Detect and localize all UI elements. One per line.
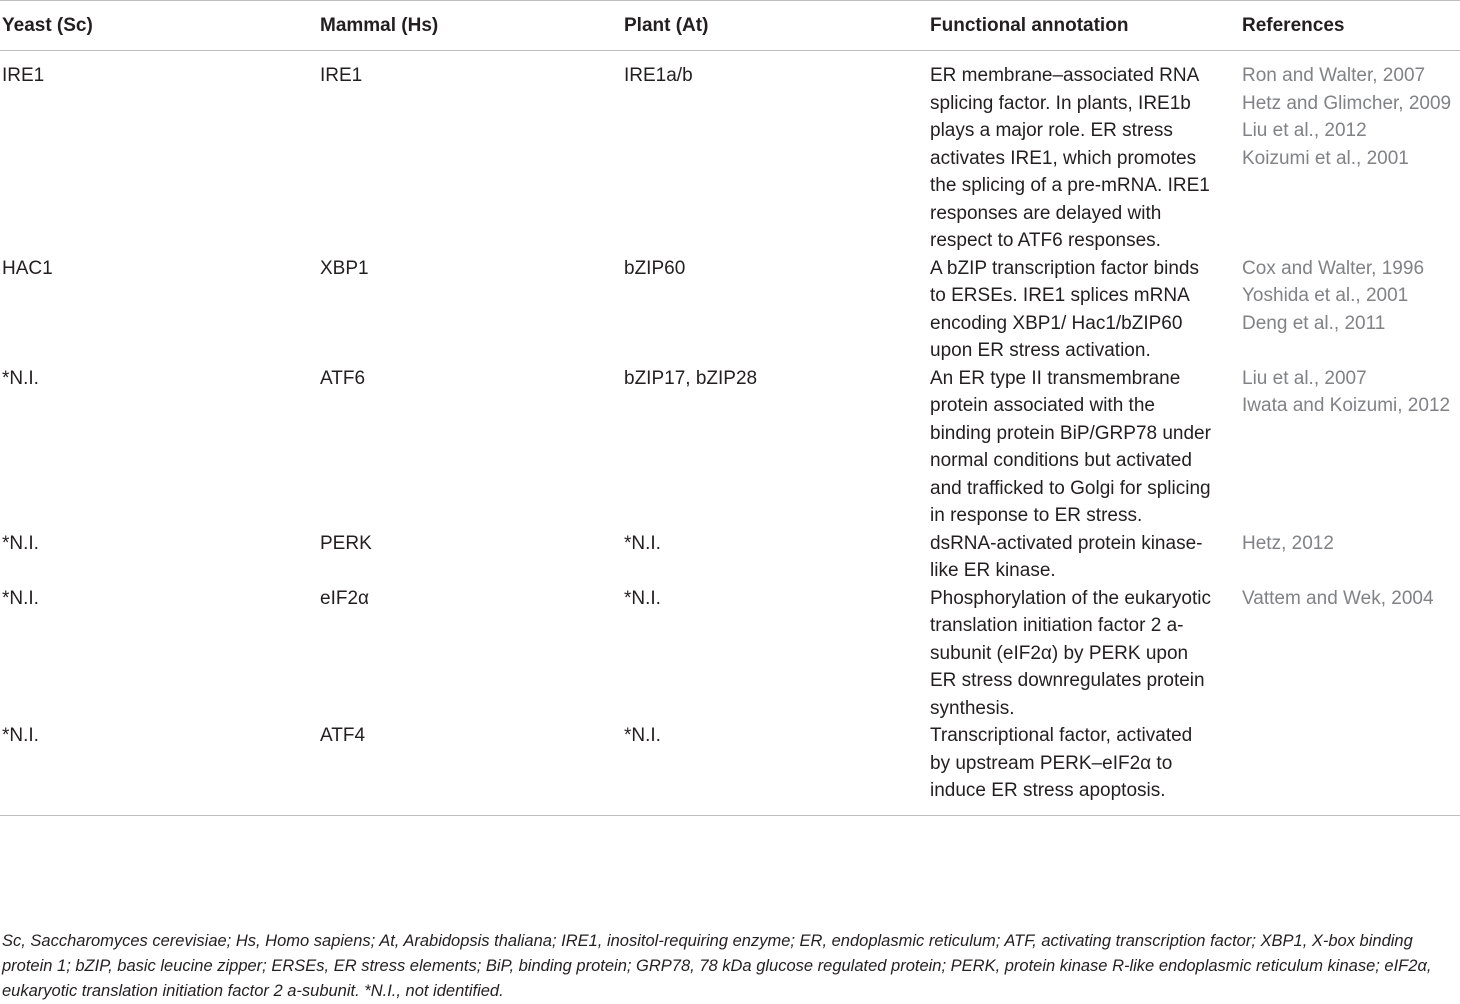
reference-citation[interactable]: Iwata and Koizumi, 2012 [1242,395,1451,416]
header-yeast: Yeast (Sc) [0,1,318,51]
cell-plant: *N.I. [624,532,661,554]
cell-yeast: *N.I. [2,587,39,609]
reference-citation[interactable]: Hetz, 2012 [1242,532,1334,554]
cell-annotation: Phosphorylation of the eukaryotic translation initiation factor 2 a-subunit (eIF2α) by PERK upon ER stress downregulates protein synthesis. [930,587,1211,719]
cell-references [1240,255,1460,365]
cell-yeast: *N.I. [2,367,39,389]
header-mammal: Mammal (Hs) [318,1,622,51]
cell-yeast: HAC1 [2,257,53,279]
cell-plant: bZIP17, bZIP28 [624,367,758,389]
cell-mammal: PERK [320,532,372,554]
cell-mammal: XBP1 [320,257,369,279]
cell-plant: *N.I. [624,587,661,609]
table-row [0,585,1460,723]
cell-references [1240,530,1460,585]
table-row [0,722,1460,815]
cell-annotation: An ER type II transmembrane protein associated with the binding protein BiP/GRP78 under normal conditions but activated and trafficked to Golgi for splicing in response to ER stress. [930,367,1211,526]
cell-yeast: *N.I. [0,722,318,815]
cell-annotation: ER membrane–associated RNA splicing factor. In plants, IRE1b plays a major role. ER stress activates IRE1, which promotes the splicing of a pre-mRNA. IRE1 responses are delayed with respect to ATF6 responses. [930,65,1210,251]
table-header-row [0,1,1460,51]
cell-annotation: dsRNA-activated protein kinase-like ER kinase. [930,532,1203,581]
cell-plant: *N.I. [622,722,928,815]
reference-citation[interactable]: Liu et al., 2012 [1242,120,1367,141]
table-footnote: Sc, Saccharomyces cerevisiae; Hs, Homo sapiens; At, Arabidopsis thaliana; IRE1, inositol-requiring enzyme; ER, endoplasmic reticulum; ATF, activating transcription factor; XBP1, X-box binding protein 1; bZIP, basic leucine zipper; ERSEs, ER stress elements; BiP, binding protein; GRP78, 78 kDa glucose regulated protein; PERK, protein kinase R-like endoplasmic reticulum kinase; eIF2α, eukaryotic translation initiation factor 2 a-subunit. *N.I., not identified. [2,932,1432,1000]
cell-mammal: IRE1 [320,65,363,86]
cell-plant: bZIP60 [624,257,686,279]
header-plant: Plant (At) [622,1,928,51]
cell-references [1240,722,1460,815]
cell-annotation: Transcriptional factor, activated by upstream PERK–eIF2α to induce ER stress apoptosis. [928,722,1240,815]
reference-citation[interactable]: Vattem and Wek, 2004 [1242,587,1434,609]
cell-mammal: ATF6 [320,367,366,389]
cell-plant: IRE1a/b [624,65,693,86]
reference-citation[interactable]: Hetz and Glimcher, 2009 [1242,92,1452,114]
table-row [0,365,1460,530]
cell-mammal: eIF2α [320,587,370,609]
reference-citation[interactable]: Liu et al., 2007 [1242,367,1367,389]
cell-references [1240,365,1460,530]
reference-citation[interactable]: Ron and Walter, 2007 [1242,65,1426,86]
table-row [0,255,1460,365]
header-references: References [1240,1,1460,51]
cell-yeast: *N.I. [2,532,39,554]
reference-citation[interactable]: Cox and Walter, 1996 [1242,257,1425,279]
header-functional-annotation: Functional annotation [928,1,1240,51]
table-row [0,530,1460,585]
reference-citation[interactable]: Deng et al., 2011 [1242,312,1386,334]
cell-mammal: ATF4 [318,722,622,815]
cell-references [1240,51,1460,255]
cell-references [1240,585,1460,723]
cell-annotation: A bZIP transcription factor binds to ERSEs. IRE1 splices mRNA encoding XBP1/ Hac1/bZIP60 upon ER stress activation. [930,257,1199,361]
cell-yeast: IRE1 [2,65,45,86]
table-row [0,51,1460,255]
reference-citation[interactable]: Koizumi et al., 2001 [1242,147,1409,169]
reference-citation[interactable]: Yoshida et al., 2001 [1242,285,1409,306]
